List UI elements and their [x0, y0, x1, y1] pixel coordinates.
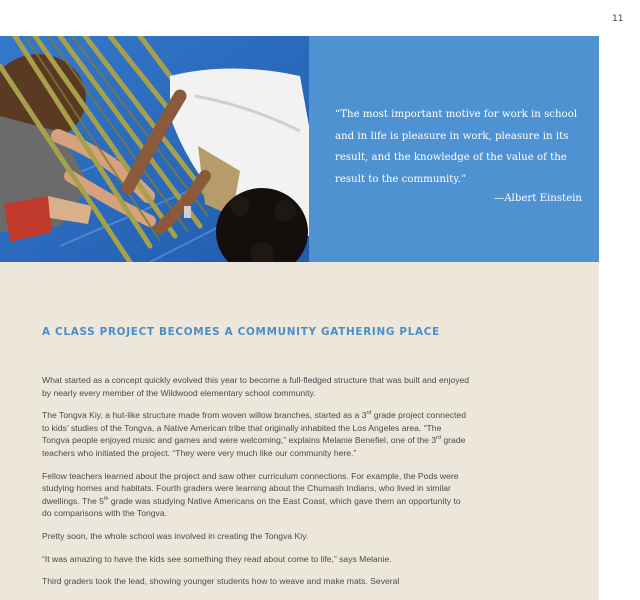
paragraph-curriculum: Fellow teachers learned about the project and saw other curriculum connections. For example, the Pods were studying homes and habitats. Fourth graders were learning about the Chumash Indians, who lived in similar dwellings. The 5th grade was studying Native Americans on the East Coast, which gave them an opportunity to do comparisons with the Tongva.: [42, 470, 461, 519]
paragraph-intro: What started as a concept quickly evolved this year to become a full-fledged structure that was built and enjoyed by nearly every member of the Wildwood elementary school community.: [42, 375, 470, 398]
photo-children-weaving: [0, 36, 309, 262]
paragraph-quote-melanie: “It was amazing to have the kids see something they read about come to life,” says Melanie.: [42, 553, 392, 564]
paragraph-whole-school: Pretty soon, the whole school was involved in creating the Tongva Kiy.: [42, 530, 309, 541]
page-number: 11: [612, 14, 624, 24]
quote-attribution: —Albert Einstein: [494, 193, 582, 204]
paragraph-tongva-kiy: The Tongva Kiy, a hut-like structure made from woven willow branches, started as a 3rd grade project connected to kids’ studies of the Tongva, a Native American tribe that originally inhabited the Los Angeles area. “The Tongva people enjoyed music and games and were welcoming,” explains Melanie Benefiel, one of the 3rd grade teachers who initiated the project. “They were very much like our community here.”: [42, 410, 466, 458]
paragraph-third-graders: Third graders took the lead, showing younger students how to weave and make mats. Several: [42, 576, 400, 587]
article-heading: A CLASS PROJECT BECOMES A COMMUNITY GATHERING PLACE: [42, 326, 440, 338]
quote-text: “The most important motive for work in school and in life is pleasure in work, pleasure in its result, and the knowledge of the value of the result to the community.”: [335, 109, 578, 185]
article-body: [42, 374, 470, 598]
quote-panel: [309, 36, 599, 262]
photo-illustration: [0, 36, 309, 262]
